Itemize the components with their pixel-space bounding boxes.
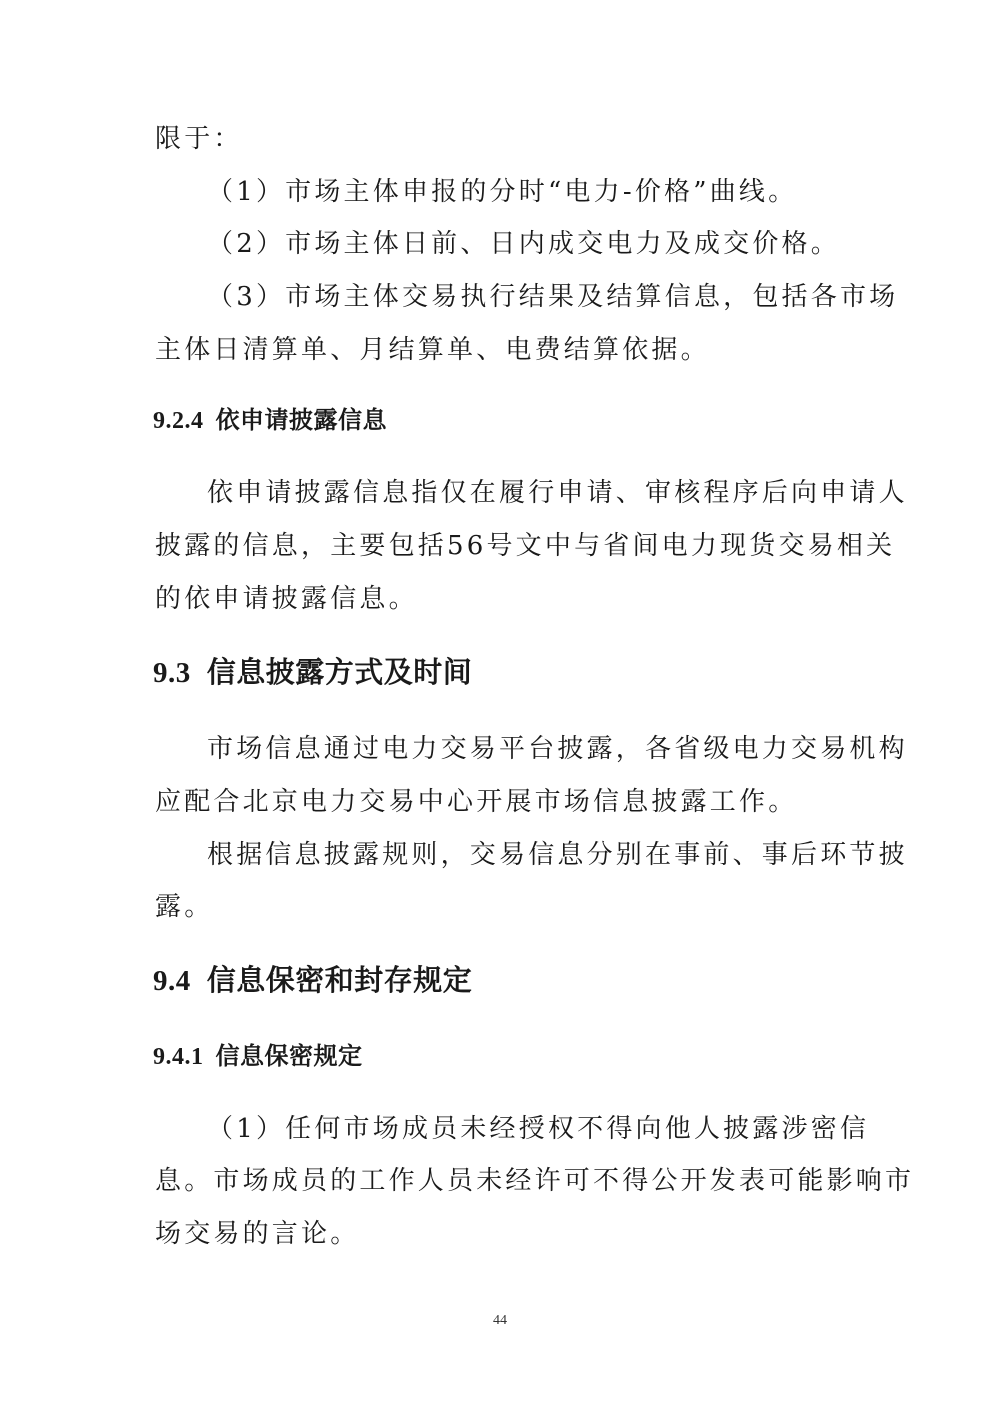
paragraph-line: 依申请披露信息指仅在履行申请、审核程序后向申请人 [207,478,908,508]
list-item-3-continued: 主体日清算单、月结算单、电费结算依据。 [155,335,710,365]
paragraph-line: 应配合北京电力交易中心开展市场信息披露工作。 [155,787,798,817]
section-title: 信息披露方式及时间 [206,655,473,689]
paragraph-line: 场交易的言论。 [155,1219,360,1249]
list-item-3: （3）市场主体交易执行结果及结算信息，包括各市场 [207,282,899,312]
paragraph-line: 根据信息披露规则，交易信息分别在事前、事后环节披 [207,840,908,870]
section-heading-9-4-1 [153,1041,363,1072]
section-heading-9-2-4 [153,405,387,436]
list-item-1: （1）市场主体申报的分时“电力-价格”曲线。 [207,177,798,207]
section-number: 9.3 [153,657,191,689]
paragraph-line: 市场信息通过电力交易平台披露，各省级电力交易机构 [207,734,908,764]
paragraph-line: 露。 [155,892,214,922]
paragraph-line: 的依申请披露信息。 [155,584,418,614]
paragraph-line: 披露的信息，主要包括56号文中与省间电力现货交易相关 [155,531,896,561]
section-number: 9.4.1 [153,1044,204,1070]
section-title: 依申请披露信息 [215,406,387,434]
page-number: 44 [493,1313,507,1328]
list-item-2: （2）市场主体日前、日内成交电力及成交价格。 [207,229,840,259]
paragraph-line: 息。市场成员的工作人员未经许可不得公开发表可能影响市 [155,1166,915,1196]
paragraph-line: （1）任何市场成员未经授权不得向他人披露涉密信 [207,1114,870,1144]
section-number: 9.4 [153,965,191,997]
section-heading-9-3 [153,654,472,691]
section-title: 信息保密规定 [215,1042,363,1070]
section-number: 9.2.4 [153,408,204,434]
section-heading-9-4 [153,962,472,999]
body-text-line: 限于： [155,124,243,154]
section-title: 信息保密和封存规定 [206,963,473,997]
